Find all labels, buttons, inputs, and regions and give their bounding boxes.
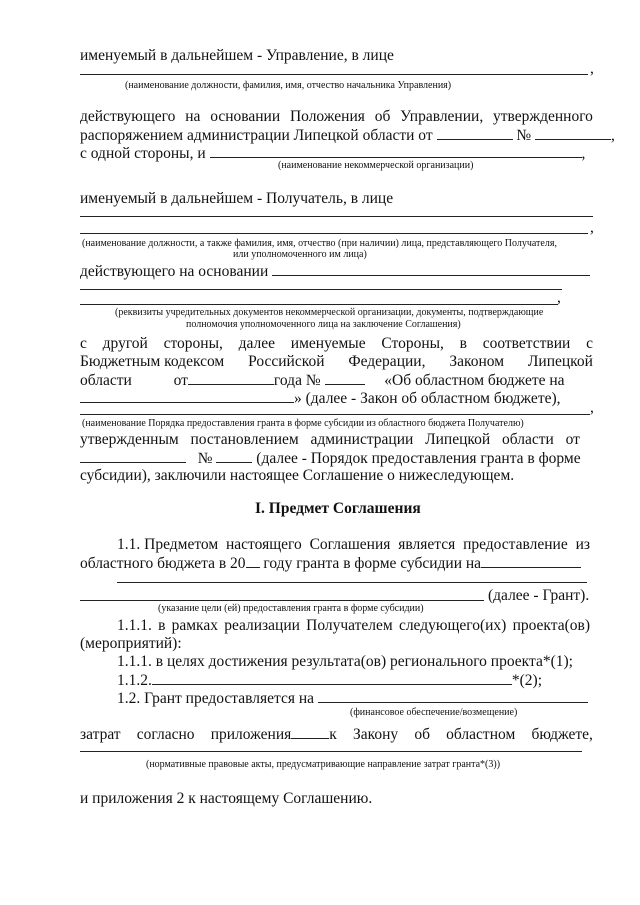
blank-field — [188, 371, 274, 385]
text-line — [80, 371, 565, 390]
fill-line — [80, 751, 582, 752]
word: проекта(ов) — [512, 617, 590, 634]
word: Федерации, — [348, 353, 426, 370]
fill-line — [80, 304, 558, 305]
word: реализации — [224, 617, 300, 634]
word: рамках — [171, 617, 218, 634]
word: Липецкой — [527, 353, 593, 370]
text: «Об областном бюджете на — [384, 372, 565, 389]
word: 1.1.1. — [117, 617, 152, 634]
blank-field — [80, 389, 294, 403]
word: бюджете, — [531, 726, 593, 743]
field-note: (реквизиты учредительных документов некоммерческой организации, документы, подтверждающие — [115, 307, 544, 318]
text: с одной стороны, и — [80, 145, 206, 162]
word: об — [374, 108, 391, 125]
text: (далее - Порядок предоставления гранта в форме — [256, 450, 581, 467]
text: действующего на основании — [80, 263, 269, 280]
fill-line — [80, 74, 588, 75]
word: администрации — [310, 431, 414, 448]
word: от — [173, 372, 188, 389]
word: является — [398, 536, 456, 553]
field-note: (нормативные правовые акты, предусматривающие направление затрат гранта*(3)) — [146, 759, 501, 770]
word: приложения — [210, 726, 292, 743]
blank-field — [437, 126, 513, 140]
justified-line — [80, 353, 593, 371]
blank-field — [216, 449, 252, 463]
field-note: (финансовое обеспечение/возмещение) — [350, 707, 518, 718]
word: утвержденного — [493, 108, 593, 125]
blank-field — [246, 554, 260, 568]
blank-field — [210, 144, 582, 158]
comma: , — [590, 399, 594, 416]
field-note: (наименование Порядка предоставления гранта в форме субсидии из областного бюджета Получателю) — [82, 418, 524, 429]
text-line — [80, 389, 561, 408]
field-note: полномочия уполномоченного лица на заключение Соглашения) — [186, 319, 461, 330]
word: Стороны, — [381, 335, 444, 352]
fill-line — [117, 582, 587, 583]
word: Получателем — [306, 617, 393, 634]
text: № — [516, 127, 532, 144]
word: Соглашения — [309, 536, 391, 553]
text-line: 1.1.1. в целях достижения результата(ов) регионального проекта*(1); — [117, 653, 573, 670]
word: от — [565, 431, 580, 448]
text: распоряжением администрации Липецкой области от — [80, 127, 433, 144]
text-line: (мероприятий): — [80, 635, 182, 652]
comma: , — [557, 289, 561, 306]
word: Положения — [289, 108, 365, 125]
word: к — [329, 726, 337, 743]
word: действующего — [80, 108, 176, 125]
text: года № — [273, 372, 321, 389]
field-note: (наименование должности, фамилия, имя, отчество начальника Управления) — [125, 80, 452, 91]
word: стороны, — [163, 335, 223, 352]
word: настоящего — [226, 536, 302, 553]
blank-field — [272, 262, 590, 276]
text-line — [80, 449, 581, 468]
word: основании — [210, 108, 281, 125]
text-line: именуемый в дальнейшем - Управление, в лице — [80, 47, 394, 64]
blank-field — [481, 554, 581, 568]
text-line: именуемый в дальнейшем - Получатель, в лице — [80, 190, 394, 207]
word: затрат — [80, 726, 121, 743]
text-line — [80, 554, 581, 573]
field-note: (наименование должности, а также фамилия, имя, отчество (при наличии) лица, представляющего Получателя, — [82, 238, 557, 249]
fill-line — [80, 414, 590, 415]
justified-line — [117, 536, 590, 554]
word: с — [80, 335, 87, 352]
word: следующего(их) — [398, 617, 507, 634]
fill-line — [80, 216, 593, 217]
word: 1.1. Предметом — [117, 536, 219, 553]
text: № — [197, 450, 213, 467]
blank-field — [80, 449, 186, 463]
blank-field — [291, 725, 329, 739]
blank-field — [535, 126, 611, 140]
word: Липецкой — [425, 431, 491, 448]
section-heading: I. Предмет Соглашения — [255, 500, 421, 517]
justified-line — [117, 617, 590, 635]
comma: , — [590, 60, 594, 77]
fill-line — [80, 233, 588, 234]
word: об — [414, 726, 430, 743]
text-line: субсидии), заключили настоящее Соглашение о нижеследующем. — [80, 467, 515, 484]
text: году гранта в форме субсидии на — [259, 555, 482, 572]
text-line: и приложения 2 к настоящему Соглашению. — [80, 790, 373, 807]
field-note: или уполномоченного им лица) — [233, 249, 367, 260]
fill-line — [80, 289, 562, 290]
text: » (далее - Закон об областном бюджете), — [294, 390, 561, 407]
word: из — [575, 536, 590, 553]
word: Российской — [248, 353, 325, 370]
word: Закону — [352, 726, 399, 743]
justified-line — [80, 725, 593, 744]
text-line: (далее - Грант). — [488, 587, 590, 604]
word: области — [501, 431, 554, 448]
blank-field — [325, 371, 365, 385]
justified-line — [80, 108, 593, 126]
word: в — [459, 335, 467, 352]
justified-line — [80, 335, 593, 353]
word: с — [586, 335, 593, 352]
text-line — [117, 671, 542, 690]
word: именуемые — [290, 335, 366, 352]
comma: , — [590, 219, 594, 236]
field-note: (указание цели (ей) предоставления гранта в форме субсидии) — [158, 603, 424, 614]
word: постановлением — [190, 431, 299, 448]
blank-field — [152, 671, 512, 685]
text-line — [80, 126, 615, 145]
word: утвержденным — [80, 431, 179, 448]
text: *(2); — [511, 672, 543, 689]
text: 1.1.2. — [117, 672, 152, 689]
word: согласно — [136, 726, 195, 743]
blank-field — [318, 689, 588, 703]
word: области — [80, 372, 132, 389]
field-note: (наименование некоммерческой организации) — [278, 160, 474, 171]
word: соответствии — [482, 335, 571, 352]
text-line — [117, 689, 588, 708]
comma: , — [581, 145, 586, 162]
word: другой — [102, 335, 148, 352]
text: 1.2. Грант предоставляется на — [117, 690, 315, 707]
text: областного бюджета в 20 — [80, 555, 246, 572]
word: далее — [238, 335, 276, 352]
word: на — [185, 108, 201, 125]
text-line — [80, 262, 590, 281]
fill-line — [80, 600, 484, 601]
comma: , — [611, 127, 615, 144]
word: Управлении, — [400, 108, 484, 125]
word: в — [158, 617, 166, 634]
word: Законом — [449, 353, 505, 370]
word: предоставление — [463, 536, 568, 553]
justified-line — [80, 431, 580, 449]
word: Бюджетным кодексом — [80, 353, 225, 370]
word: областном — [446, 726, 516, 743]
